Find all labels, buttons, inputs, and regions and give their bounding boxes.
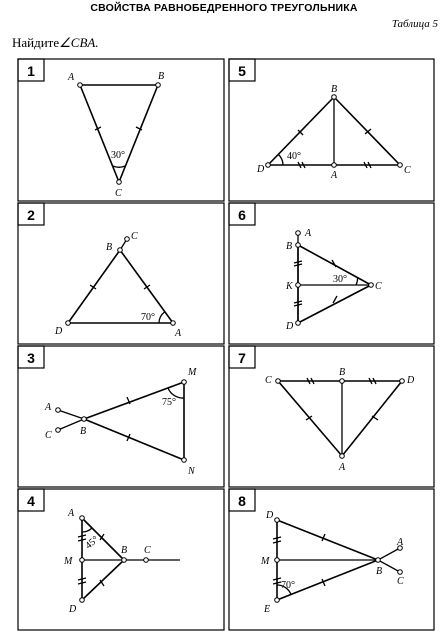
point-label: B [339, 367, 346, 378]
angle-label: 40° [287, 151, 301, 162]
point [182, 380, 187, 385]
point-label: B [121, 545, 128, 556]
point [56, 408, 61, 413]
point-label: N [188, 466, 195, 477]
point-label: B [80, 426, 87, 437]
point-label: A [397, 537, 404, 548]
point [266, 163, 271, 168]
point-label: D [55, 326, 63, 337]
point-label: D [266, 510, 274, 521]
point [118, 248, 123, 253]
point [122, 558, 127, 563]
panel-2 [18, 203, 224, 344]
panel-7 [229, 346, 434, 487]
point-label: C [115, 188, 122, 199]
point [171, 321, 176, 326]
panel-number: 5 [238, 63, 246, 79]
point-label: B [286, 241, 293, 252]
point-label: M [64, 556, 73, 567]
point-label: D [407, 375, 415, 386]
point [117, 180, 122, 185]
panel-8 [229, 489, 434, 630]
point-label: B [376, 566, 383, 577]
point-label: M [188, 367, 197, 378]
angle-label: 70° [141, 312, 155, 323]
panel-number: 3 [27, 350, 35, 366]
point-label: B [106, 242, 113, 253]
point-label: A [339, 462, 346, 473]
point [340, 454, 345, 459]
point [398, 570, 403, 575]
angle-label: 75° [162, 397, 176, 408]
angle-label: 30° [333, 274, 347, 285]
angle-label: 45° [83, 534, 102, 552]
point [125, 237, 130, 242]
point-label: C [131, 231, 138, 242]
point-label: A [331, 170, 338, 181]
point [275, 518, 280, 523]
point [376, 558, 381, 563]
panel-6 [229, 203, 434, 344]
panel-number: 4 [27, 493, 35, 509]
point-label: C [265, 375, 272, 386]
task-prefix: Найдите [12, 35, 60, 50]
point [332, 95, 337, 100]
point [332, 163, 337, 168]
point-label: C [144, 545, 151, 556]
point [296, 321, 301, 326]
panel-number: 1 [27, 63, 35, 79]
point [296, 231, 301, 236]
point-label: A [45, 402, 52, 413]
point-label: A [68, 508, 75, 519]
table-label: Таблица 5 [391, 18, 438, 30]
point [340, 379, 345, 384]
point [56, 428, 61, 433]
point-label: B [331, 84, 338, 95]
point [275, 558, 280, 563]
point-label: C [45, 430, 52, 441]
point [80, 598, 85, 603]
page-title: СВОЙСТВА РАВНОБЕДРЕННОГО ТРЕУГОЛЬНИКА [90, 2, 358, 14]
point-label: D [286, 321, 294, 332]
point [80, 516, 85, 521]
point-label: B [158, 71, 165, 82]
point [400, 379, 405, 384]
point-label: A [68, 72, 75, 83]
panel-number: 7 [238, 350, 246, 366]
panel-number: 6 [238, 207, 246, 223]
point-label: M [261, 556, 270, 567]
point [78, 83, 83, 88]
point [276, 379, 281, 384]
point-label: D [257, 164, 265, 175]
point [296, 243, 301, 248]
point [398, 163, 403, 168]
panel-frame [18, 59, 224, 201]
point [182, 458, 187, 463]
task-angle: ∠CBA. [59, 35, 99, 50]
point [296, 283, 301, 288]
panel-number: 2 [27, 207, 35, 223]
angle-label: 30° [111, 150, 125, 161]
point [82, 417, 87, 422]
point-label: C [375, 281, 382, 292]
point-label: C [404, 165, 411, 176]
point [156, 83, 161, 88]
point-label: A [175, 328, 182, 339]
point-label: E [264, 604, 271, 615]
point-label: C [397, 576, 404, 587]
panel-1 [18, 59, 224, 201]
angle-label: 70° [281, 580, 295, 591]
point [369, 283, 374, 288]
panel-number: 8 [238, 493, 246, 509]
point [66, 321, 71, 326]
point [80, 558, 85, 563]
panel-frame [229, 346, 434, 487]
point-label: D [69, 604, 77, 615]
point-label: K [286, 281, 293, 292]
point [275, 598, 280, 603]
panel-frame [229, 203, 434, 344]
point [144, 558, 149, 563]
panel-4 [18, 489, 224, 630]
point-label: A [305, 228, 312, 239]
